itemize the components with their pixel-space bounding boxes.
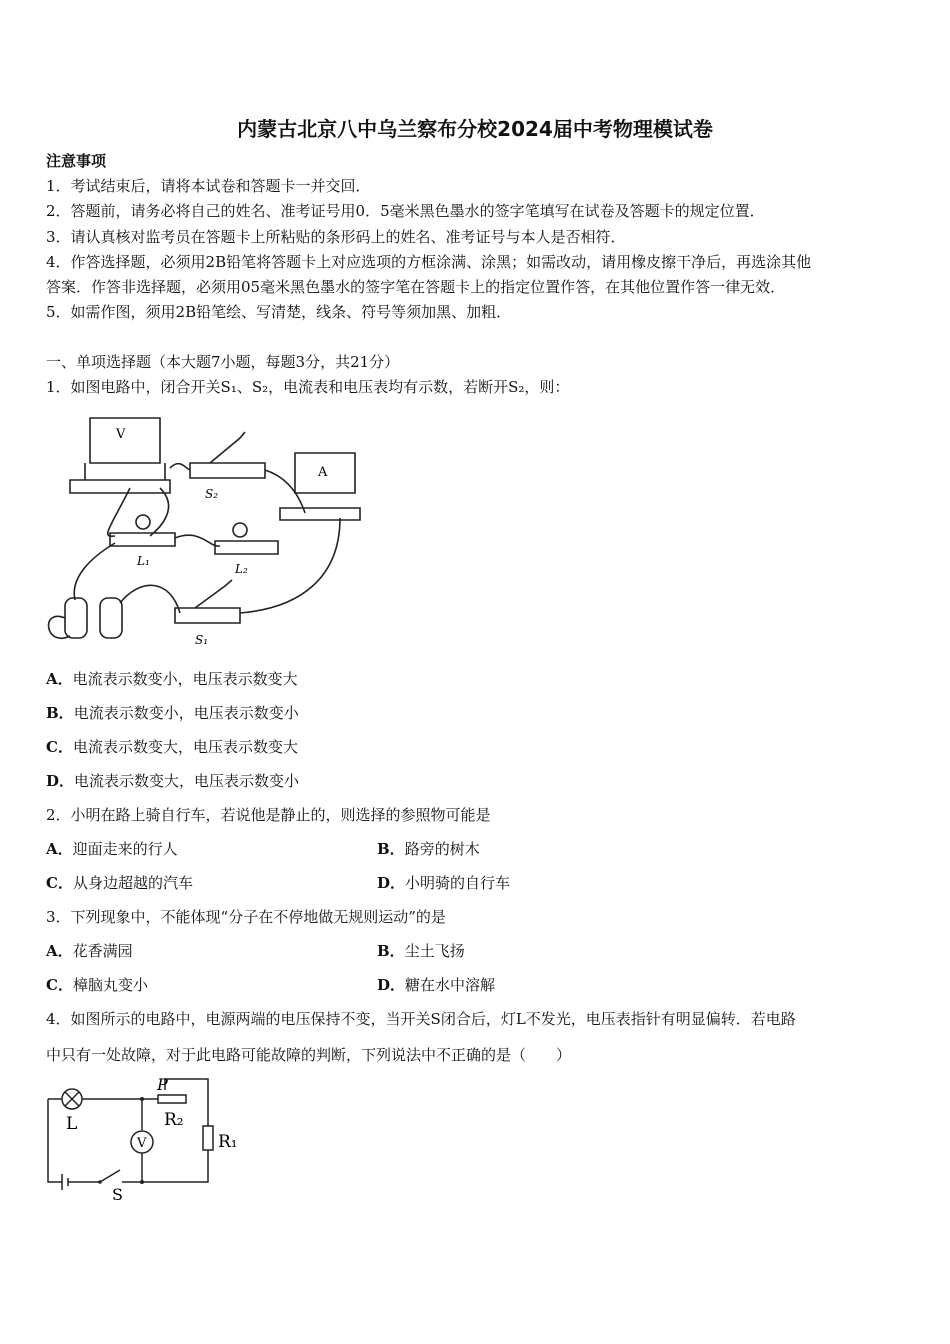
lamp-l1-label: L₁ [137, 554, 150, 568]
lamp-l2-label: L₂ [235, 562, 248, 576]
question-4-stem-line1: 4．如图所示的电路中，电源两端的电压保持不变，当开关S闭合后，灯L不发光，电压表指针有明显偏转．若电路 [46, 1010, 796, 1028]
notice-item: 答案．作答非选择题，必须用05毫米黑色墨水的签字笔在答题卡上的指定位置作答，在其他位置作答一律无效． [46, 278, 786, 296]
q3-option-b: B．尘土飞扬 [377, 942, 465, 960]
notice-item: 2．答题前，请务必将自己的姓名、准考证号用0．5毫米黑色墨水的签字笔填写在试卷及答题卡的规定位置． [46, 202, 765, 220]
switch-s1-label: S₁ [195, 633, 209, 647]
question-4-circuit-figure [40, 1072, 260, 1207]
notice-heading: 注意事项 [46, 152, 107, 170]
switch-s-label: S [112, 1185, 123, 1204]
question-4-stem-line2: 中只有一处故障，对于此电路可能故障的判断，下列说法中不正确的是（ ） [46, 1046, 572, 1064]
q2-option-a: A．迎面走来的行人 [46, 840, 178, 858]
page-title: 内蒙古北京八中乌兰察布分校2024届中考物理模试卷 [237, 117, 713, 141]
voltmeter-label: V [116, 427, 126, 442]
notice-item: 5．如需作图，须用2B铅笔绘、写清楚，线条、符号等须加黑、加粗． [46, 303, 512, 321]
voltmeter-label: V [137, 1136, 147, 1151]
q3-option-a: A．花香满园 [46, 942, 133, 960]
q1-option-d: D．电流表示数变大，电压表示数变小 [46, 772, 300, 790]
lamp-l-label: L [66, 1114, 78, 1134]
q2-option-b: B．路旁的树木 [377, 840, 480, 858]
slider-p-label: P [157, 1075, 168, 1094]
notice-item: 1．考试结束后，请将本试卷和答题卡一并交回． [46, 177, 371, 195]
section-heading: 一、单项选择题（本大题7小题，每题3分，共21分） [46, 353, 400, 371]
notice-item: 4．作答选择题，必须用2B铅笔将答题卡上对应选项的方框涂满、涂黑；如需改动，请用橡皮擦干净后，再选涂其他 [46, 253, 812, 271]
question-1-circuit-figure [40, 408, 370, 653]
switch-s2-label: S₂ [205, 487, 219, 501]
resistor-r2-label: R₂ [164, 1110, 184, 1130]
q1-option-c: C．电流表示数变大，电压表示数变大 [46, 738, 298, 756]
q3-option-c: C．樟脑丸变小 [46, 976, 148, 994]
q2-option-c: C．从身边超越的汽车 [46, 874, 193, 892]
q1-option-a: A．电流表示数变小，电压表示数变大 [46, 670, 298, 688]
question-2-stem: 2．小明在路上骑自行车，若说他是静止的，则选择的参照物可能是 [46, 806, 491, 824]
q1-option-b: B．电流表示数变小，电压表示数变小 [46, 704, 299, 722]
q3-option-d: D．糖在水中溶解 [377, 976, 496, 994]
question-3-stem: 3．下列现象中，不能体现“分子在不停地做无规则运动”的是 [46, 908, 446, 926]
ammeter-label: A [318, 465, 328, 480]
q2-option-d: D．小明骑的自行车 [377, 874, 511, 892]
notice-item: 3．请认真核对监考员在答题卡上所粘贴的条形码上的姓名、准考证号与本人是否相符． [46, 228, 626, 246]
resistor-r1-label: R₁ [218, 1132, 238, 1152]
question-1-stem: 1．如图电路中，闭合开关S₁、S₂，电流表和电压表均有示数，若断开S₂，则： [46, 378, 570, 396]
